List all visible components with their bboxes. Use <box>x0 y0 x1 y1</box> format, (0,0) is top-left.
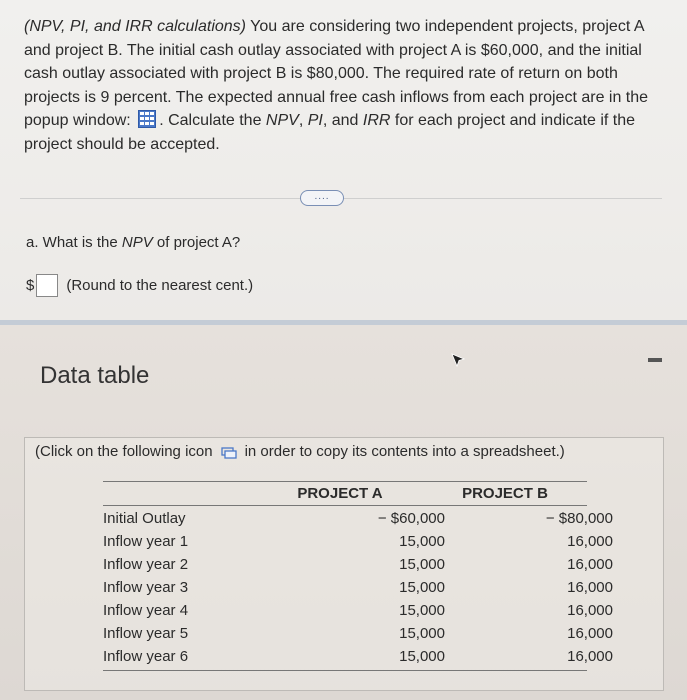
copy-note-after: in order to copy its contents into a spreadsheet.) <box>244 443 565 460</box>
project-a-value: 15,000 <box>399 556 445 573</box>
pi-term: PI <box>307 112 323 129</box>
row-label: Inflow year 1 <box>103 533 189 550</box>
copy-instruction <box>35 443 565 460</box>
question-panel <box>0 0 687 322</box>
minimize-icon[interactable] <box>648 358 662 362</box>
project-a-value: 15,000 <box>399 579 445 596</box>
table-row <box>103 602 613 625</box>
table-row <box>103 556 613 579</box>
project-b-value: 16,000 <box>567 533 613 550</box>
copy-note-before: (Click on the following icon <box>35 443 213 460</box>
row-label: Inflow year 5 <box>103 625 189 642</box>
project-b-value: − $80,000 <box>545 510 613 527</box>
row-label: Initial Outlay <box>103 510 186 527</box>
table-rule-top <box>103 481 587 482</box>
problem-title: (NPV, PI, and IRR calculations) <box>24 18 247 35</box>
copy-to-spreadsheet-icon[interactable] <box>221 446 237 458</box>
project-b-value: 16,000 <box>567 579 613 596</box>
rounding-hint: (Round to the nearest cent.) <box>66 277 254 294</box>
popup-title: Data table <box>40 362 150 389</box>
problem-text <box>24 15 664 156</box>
question-suffix: of project A? <box>152 234 241 251</box>
answer-row <box>26 274 253 297</box>
project-a-value: 15,000 <box>399 533 445 550</box>
row-label: Inflow year 4 <box>103 602 189 619</box>
project-b-value: 16,000 <box>567 556 613 573</box>
question-prefix: a. What is the <box>26 234 122 251</box>
project-b-value: 16,000 <box>567 602 613 619</box>
mouse-cursor-icon <box>450 352 466 368</box>
table-rule-bottom <box>103 670 587 671</box>
table-grid-icon[interactable] <box>138 110 156 128</box>
problem-sep-2: , and <box>322 112 363 129</box>
question-a <box>26 234 240 251</box>
project-b-value: 16,000 <box>567 625 613 642</box>
project-a-value: 15,000 <box>399 648 445 665</box>
header-project-b: PROJECT B <box>462 485 548 502</box>
problem-body-2: . Calculate the <box>159 112 266 129</box>
row-label: Inflow year 3 <box>103 579 189 596</box>
project-b-value: 16,000 <box>567 648 613 665</box>
problem-sep-1: , <box>298 112 308 129</box>
problem-body-1: You are considering two independent projects, project A and project B. The initial cash outlay associated with project A is $60,000, and the initial cash outlay associated with project B is $80,000. The required rate of return on both projects is 9 percent. The expected annual free cash inflows from each project are in the popup window: <box>24 18 649 129</box>
project-a-value: − $60,000 <box>377 510 445 527</box>
npv-term: NPV <box>265 112 299 129</box>
problem-body-3: for each project and indicate if the project should be accepted. <box>24 112 636 153</box>
table-row <box>103 625 613 648</box>
table-row <box>103 533 613 556</box>
row-label: Inflow year 6 <box>103 648 189 665</box>
table-row <box>103 648 613 671</box>
expand-more-button[interactable]: .... <box>300 190 344 206</box>
project-a-value: 15,000 <box>399 625 445 642</box>
question-npv-term: NPV <box>121 234 153 251</box>
npv-answer-input[interactable] <box>36 274 58 297</box>
table-rule-header <box>103 505 587 506</box>
row-label: Inflow year 2 <box>103 556 189 573</box>
irr-term: IRR <box>362 112 391 129</box>
currency-symbol: $ <box>26 277 35 294</box>
table-row <box>103 579 613 602</box>
project-a-value: 15,000 <box>399 602 445 619</box>
data-table-container <box>24 437 664 691</box>
data-table-popup <box>0 325 687 700</box>
table-row <box>103 510 613 533</box>
header-project-a: PROJECT A <box>297 485 383 502</box>
